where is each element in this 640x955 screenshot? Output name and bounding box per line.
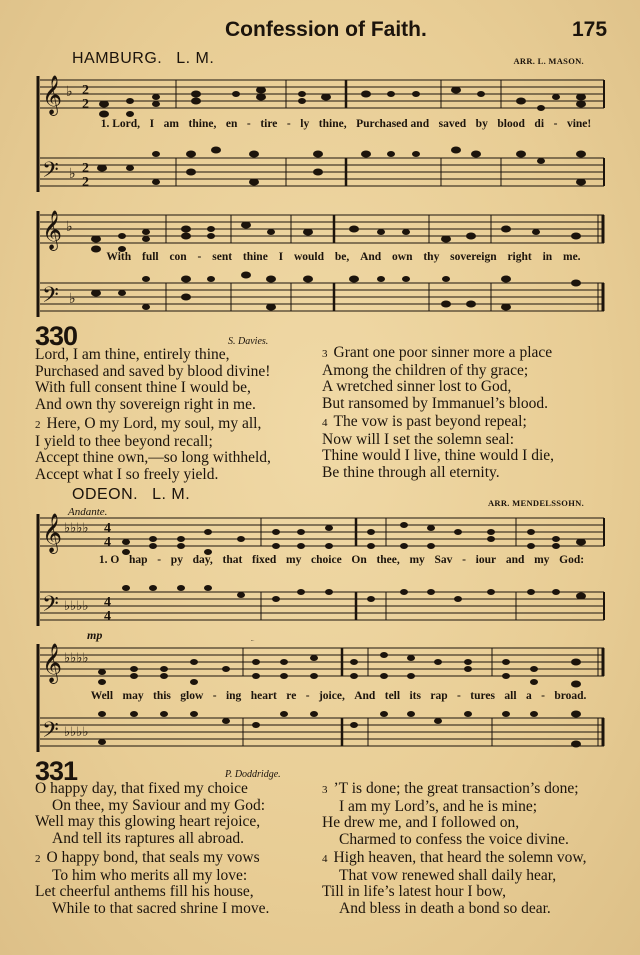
verse-line: Accept thine own,—so long withheld, [35,449,271,467]
svg-text:𝄢: 𝄢 [42,592,59,622]
syllable: Purchased and [356,118,430,130]
syllable: - [286,118,291,130]
syllable: - [246,118,251,130]
syllable: be, [334,251,350,263]
syllable: - [541,690,545,702]
syllable: may [122,690,144,702]
syllable: fixed [252,554,277,566]
svg-text:♭♭♭♭: ♭♭♭♭ [64,650,89,665]
tune-name-text: ODEON. [72,486,139,503]
verse-line: O happy day, that fixed my choice [35,780,248,797]
syllable: I [149,118,155,130]
tune-name [72,486,190,504]
verse-number: 2 [35,419,41,431]
music-system-1 [36,70,606,200]
svg-text:4: 4 [104,595,111,610]
syllable: hap [129,554,148,566]
syllable: full [141,251,159,263]
svg-text:♭: ♭ [69,292,76,307]
verse-3 [322,781,579,848]
svg-text:𝄢: 𝄢 [42,158,59,188]
syllable: broad. [554,690,587,702]
verse-number: 2 [35,853,41,865]
svg-text:♭♭♭♭: ♭♭♭♭ [64,598,89,613]
verse-2 [35,850,269,917]
syllable: joice, [318,690,345,702]
syllable: And [354,690,376,702]
syllable: that [222,554,243,566]
syllable: sovereign [450,251,497,263]
music-system-2 [36,205,606,335]
syllable: my [409,554,425,566]
svg-text:4: 4 [104,521,111,536]
syllable: a [525,690,532,702]
syllable: 1. O [98,554,120,566]
verse-line: Here, O my Lord, my soul, my all, [46,415,262,432]
verse-line: Grant one poor sinner more a place [333,344,553,361]
syllable: heart [250,690,277,702]
syllable: 1. Lord, [100,118,141,130]
verse-line: And tell its raptures all abroad. [52,829,244,847]
arranger: ARR. L. MASON. [513,56,584,66]
verse-line: And bless in death a bond so dear. [339,899,551,917]
hymn-author: P. Doddridge. [225,769,281,780]
syllable: - [197,251,202,263]
syllable: py [170,554,183,566]
verse-line: ’T is done; the great transaction’s done; [333,780,579,797]
hymn-number: 330 [35,321,78,351]
page-number: 175 [572,18,608,41]
verse-line: The vow is past beyond repeal; [333,413,527,430]
music-system-4 [36,640,606,755]
tune-meter: L. M. [152,486,191,503]
verse-line: He drew me, and I followed on, [322,814,520,832]
verse-line: Among the children of thy grace; [322,361,529,379]
syllable: - [157,554,162,566]
syllable: thine, [318,118,347,130]
verse-3 [322,345,552,412]
syllable: in [542,251,553,263]
syllable: my [286,554,302,566]
syllable: I [278,251,284,263]
syllable: God: [559,554,585,566]
verse-1 [35,347,270,413]
syllable: and [505,554,525,566]
syllable: tures [470,690,495,702]
verse-2 [35,416,271,483]
svg-text:𝄞: 𝄞 [42,643,63,683]
verse-number: 4 [322,417,328,429]
verse-line: Thine would I live, thine would I die, [322,447,555,465]
verse-line: While to that sacred shrine I move. [52,899,270,917]
verse-line: But ransomed by Immanuel’s blood. [322,394,549,412]
verse-number: 3 [322,348,328,360]
svg-text:𝄢: 𝄢 [42,283,59,313]
verse-line: Charmed to confess the voice divine. [339,830,569,848]
syllable: ly [300,118,310,130]
syllable: me. [563,251,581,263]
syllable: thee, [376,554,400,566]
syllable: - [212,690,217,702]
syllable: Sav [434,554,453,566]
verse-line: Well may this glowing heart rejoice, [35,813,261,831]
syllable: thine [242,251,268,263]
tune-name-text: HAMBURG. [72,50,163,67]
verse-number: 3 [322,784,328,796]
page-title: Confession of Faith. [225,18,427,41]
verse-line: Accept what I so freely yield. [35,465,219,483]
tune-name [72,50,214,68]
verse-line: To him who merits all my love: [52,866,248,884]
lyric-line-3 [94,554,589,566]
verse-line: I am my Lord’s, and he is mine; [339,797,538,815]
svg-text:𝄞: 𝄞 [42,75,63,115]
syllable: And [360,251,382,263]
syllable: my [534,554,550,566]
verse-line: Let cheerful anthems fill his house, [35,883,254,901]
verse-line: Be thine through all eternity. [322,463,500,481]
svg-text:♭♭♭♭: ♭♭♭♭ [64,724,89,739]
syllable: by [475,118,488,130]
svg-text:♭♭♭♭: ♭♭♭♭ [64,520,89,535]
syllable: saved [438,118,467,130]
tune-meter: L. M. [176,50,215,67]
syllable: thy [423,251,440,263]
verse-number: 4 [322,853,328,865]
syllable: rap [430,690,448,702]
syllable: right [507,251,532,263]
syllable: - [553,118,558,130]
syllable: en [225,118,238,130]
syllable: On [351,554,367,566]
tempo-marking: Andante. [68,506,108,518]
syllable: all [504,690,517,702]
page-header [0,18,640,48]
syllable: sent [212,251,233,263]
music-system-3 [36,512,606,627]
verse-4 [322,850,586,917]
syllable: iour [475,554,497,566]
verse-line: Now will I set the solemn seal: [322,430,514,448]
syllable: would [293,251,325,263]
verse-line: That vow renewed shall daily hear, [339,866,557,884]
svg-text:2: 2 [82,161,89,176]
syllable: blood [497,118,525,130]
syllable: its [409,690,421,702]
syllable: Well [90,690,114,702]
verse-line: Lord, I am thine, entirely thine, [35,346,230,363]
svg-text:♭: ♭ [66,220,73,235]
syllable: glow [180,690,204,702]
svg-text:♭: ♭ [66,85,73,100]
verse-line: I yield to thee beyond recall; [35,432,213,450]
syllable: choice [311,554,342,566]
svg-text:2: 2 [82,175,89,190]
arranger: ARR. MENDELSSOHN. [487,498,584,508]
verse-line: On thee, my Saviour and my God: [52,796,266,814]
syllable: own [392,251,413,263]
syllable: With [106,251,132,263]
lyric-line-2 [101,251,586,263]
verse-line: Purchased and saved by blood divine! [35,362,271,380]
syllable: re [286,690,297,702]
svg-text:♭: ♭ [69,167,76,182]
staff-notation [36,205,606,335]
svg-text:4: 4 [104,609,111,624]
verse-line: A wretched sinner lost to God, [322,378,512,396]
syllable: tell [384,690,401,702]
syllable: ing [225,690,242,702]
verse-line: And own thy sovereign right in me. [35,395,256,413]
verse-line: Till in life’s latest hour I bow, [322,883,506,901]
verse-4 [322,414,554,481]
dynamic-marking: mp [87,628,103,642]
svg-text:4: 4 [104,535,111,550]
hymn-number: 331 [35,756,78,786]
staff-notation [36,70,606,200]
syllable: - [305,690,310,702]
verse-1 [35,781,265,847]
verse-line: With full consent thine I would be, [35,379,251,397]
svg-text:𝄞: 𝄞 [42,210,63,250]
svg-text:2: 2 [82,83,89,98]
lyric-line-4 [86,690,591,702]
svg-text:𝄢: 𝄢 [42,718,59,748]
syllable: thine, [188,118,217,130]
syllable: - [462,554,466,566]
syllable: am [163,118,179,130]
syllable: this [152,690,171,702]
syllable: con [169,251,187,263]
hymn-author: S. Davies. [228,336,269,347]
svg-text:2: 2 [82,97,89,112]
syllable: day, [192,554,213,566]
svg-text:𝄞: 𝄞 [42,513,63,553]
syllable: vine! [566,118,592,130]
staff-notation [36,512,606,627]
syllable: tire [260,118,278,130]
syllable: - [457,690,461,702]
lyric-line-1 [96,118,596,130]
syllable: di [534,118,545,130]
verse-line: O happy bond, that seals my vows [46,849,260,866]
verse-line: High heaven, that heard the solemn vow, [333,849,587,866]
